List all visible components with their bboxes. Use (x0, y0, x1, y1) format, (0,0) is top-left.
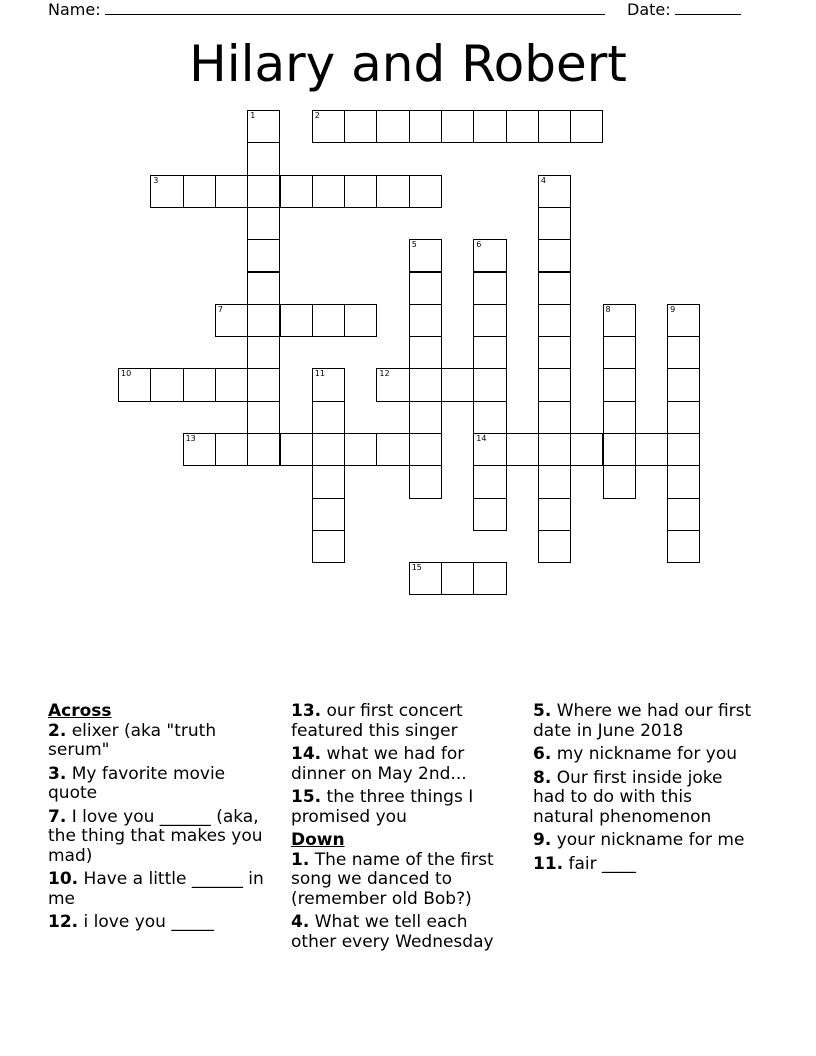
grid-cell[interactable] (247, 304, 280, 337)
clue-across-2: 2. elixer (aka "truth serum" (48, 720, 217, 760)
grid-cell[interactable] (183, 175, 216, 208)
clue-across-15: 15. the three things I promised you (291, 787, 474, 827)
grid-cell[interactable] (603, 368, 636, 401)
grid-cell[interactable] (150, 175, 183, 208)
grid-cell[interactable] (538, 368, 571, 401)
grid-cell[interactable] (312, 304, 345, 337)
grid-cell[interactable] (247, 336, 280, 369)
grid-cell[interactable] (667, 368, 700, 401)
grid-cell[interactable] (441, 562, 474, 595)
grid-cell[interactable] (603, 465, 636, 498)
grid-cell[interactable] (312, 110, 345, 143)
grid-cell[interactable] (150, 368, 183, 401)
cell-number: 15 (411, 563, 422, 573)
grid-cell[interactable] (312, 401, 345, 434)
across-heading: Across (48, 701, 112, 721)
grid-cell[interactable] (473, 465, 506, 498)
grid-cell[interactable] (667, 498, 700, 531)
grid-cell[interactable] (409, 562, 442, 595)
grid-cell[interactable] (538, 304, 571, 337)
grid-cell[interactable] (409, 368, 442, 401)
grid-cell[interactable] (538, 239, 571, 272)
date-label: Date: (627, 0, 671, 19)
clue-down-4: 4. What we tell each other every Wednesday (291, 912, 494, 952)
grid-cell[interactable] (603, 304, 636, 337)
grid-cell[interactable] (247, 272, 280, 305)
clue-down-1: 1. The name of the first song we danced to (remember old Bob?) (291, 849, 494, 909)
grid-cell[interactable] (473, 336, 506, 369)
grid-cell[interactable] (473, 272, 506, 305)
grid-cell[interactable] (312, 368, 345, 401)
clue-across-7: 7. I love you ______ (aka, the thing that makes you mad) (48, 806, 263, 866)
grid-cell[interactable] (215, 433, 248, 466)
cell-number: 5 (411, 240, 417, 250)
grid-cell[interactable] (667, 465, 700, 498)
grid-cell[interactable] (473, 239, 506, 272)
grid-cell[interactable] (376, 368, 409, 401)
grid-cell[interactable] (344, 304, 377, 337)
grid-cell[interactable] (409, 175, 442, 208)
grid-cell[interactable] (247, 175, 280, 208)
grid-cell[interactable] (344, 110, 377, 143)
grid-cell[interactable] (409, 304, 442, 337)
grid-cell[interactable] (215, 175, 248, 208)
grid-cell[interactable] (538, 530, 571, 563)
grid-cell[interactable] (376, 110, 409, 143)
grid-cell[interactable] (409, 401, 442, 434)
grid-cell[interactable] (506, 110, 539, 143)
cell-number: 3 (153, 175, 159, 185)
grid-cell[interactable] (603, 401, 636, 434)
grid-cell[interactable] (570, 433, 603, 466)
grid-cell[interactable] (538, 401, 571, 434)
cell-number: 13 (185, 434, 196, 443)
grid-cell[interactable] (441, 368, 474, 401)
grid-cell[interactable] (312, 465, 345, 498)
grid-cell[interactable] (473, 368, 506, 401)
grid-cell[interactable] (247, 110, 280, 143)
grid-cell[interactable] (538, 175, 571, 208)
grid-cell[interactable] (603, 336, 636, 369)
grid-cell[interactable] (247, 207, 280, 240)
grid-cell[interactable] (247, 239, 280, 272)
grid-cell[interactable] (183, 433, 216, 466)
cell-number: 7 (217, 304, 223, 314)
clue-across-14: 14. what we had for dinner on May 2nd... (291, 744, 467, 784)
grid-cell[interactable] (312, 175, 345, 208)
grid-cell[interactable] (247, 401, 280, 434)
clue-across-3: 3. My favorite movie quote (48, 763, 226, 803)
grid-cell[interactable] (570, 110, 603, 143)
clues-column-2 (291, 702, 517, 956)
clue-down-9: 9. your nickname for me (533, 830, 745, 850)
grid-cell[interactable] (215, 368, 248, 401)
grid-cell[interactable] (215, 304, 248, 337)
grid-cell[interactable] (667, 336, 700, 369)
cell-number: 1 (250, 111, 256, 120)
grid-cell[interactable] (538, 465, 571, 498)
grid-cell[interactable] (603, 433, 636, 466)
grid-cell[interactable] (312, 433, 345, 466)
grid-cell[interactable] (538, 336, 571, 369)
grid-cell[interactable] (118, 368, 151, 401)
grid-cell[interactable] (409, 433, 442, 466)
cell-number: 6 (476, 240, 482, 250)
grid-cell[interactable] (376, 433, 409, 466)
clue-across-12: 12. i love you _____ (48, 912, 214, 932)
grid-cell[interactable] (247, 433, 280, 466)
grid-cell[interactable] (441, 110, 474, 143)
clue-across-10: 10. Have a little ______ in me (48, 869, 264, 909)
clues-column-3 (533, 702, 753, 878)
grid-cell[interactable] (183, 368, 216, 401)
grid-cell[interactable] (247, 142, 280, 175)
grid-cell[interactable] (667, 433, 700, 466)
down-heading: Down (291, 830, 345, 850)
grid-cell[interactable] (473, 110, 506, 143)
grid-cell[interactable] (506, 433, 539, 466)
cell-number: 12 (379, 369, 390, 379)
grid-cell[interactable] (538, 433, 571, 466)
grid-cell[interactable] (409, 272, 442, 305)
grid-cell[interactable] (409, 336, 442, 369)
clue-across-13: 13. our first concert featured this singer (291, 701, 463, 741)
grid-cell[interactable] (473, 562, 506, 595)
cell-number: 2 (314, 111, 320, 120)
cell-number: 11 (314, 369, 325, 379)
clue-down-11: 11. fair ____ (533, 853, 637, 874)
grid-cell[interactable] (280, 175, 313, 208)
clue-down-8: 8. Our first inside joke had to do with this natural phenomenon (533, 767, 723, 827)
grid-cell[interactable] (280, 304, 313, 337)
grid-cell[interactable] (473, 433, 506, 466)
grid-cell[interactable] (667, 304, 700, 337)
cell-number: 8 (605, 304, 611, 314)
grid-cell[interactable] (247, 368, 280, 401)
grid-cell[interactable] (473, 401, 506, 434)
grid-cell[interactable] (538, 272, 571, 305)
grid-cell[interactable] (667, 401, 700, 434)
grid-cell[interactable] (344, 175, 377, 208)
grid-cell[interactable] (376, 175, 409, 208)
grid-cell[interactable] (280, 433, 313, 466)
grid-cell[interactable] (538, 110, 571, 143)
clues-column-1 (48, 702, 276, 937)
cell-number: 10 (121, 369, 132, 379)
grid-cell[interactable] (312, 530, 345, 563)
grid-cell[interactable] (667, 530, 700, 563)
grid-cell[interactable] (473, 498, 506, 531)
grid-cell[interactable] (538, 498, 571, 531)
grid-cell[interactable] (409, 239, 442, 272)
clue-down-6: 6. my nickname for you (533, 744, 738, 764)
grid-cell[interactable] (409, 465, 442, 498)
grid-cell[interactable] (409, 110, 442, 143)
grid-cell[interactable] (344, 433, 377, 466)
grid-cell[interactable] (635, 433, 668, 466)
cell-number: 4 (540, 175, 546, 185)
name-label: Name: (48, 0, 101, 19)
grid-cell[interactable] (538, 207, 571, 240)
grid-cell[interactable] (473, 304, 506, 337)
cell-number: 9 (670, 304, 676, 314)
cell-number: 14 (476, 434, 487, 443)
puzzle-title: Hilary and Robert (189, 35, 627, 93)
clue-down-5: 5. Where we had our first date in June 2018 (533, 701, 752, 741)
grid-cell[interactable] (312, 498, 345, 531)
